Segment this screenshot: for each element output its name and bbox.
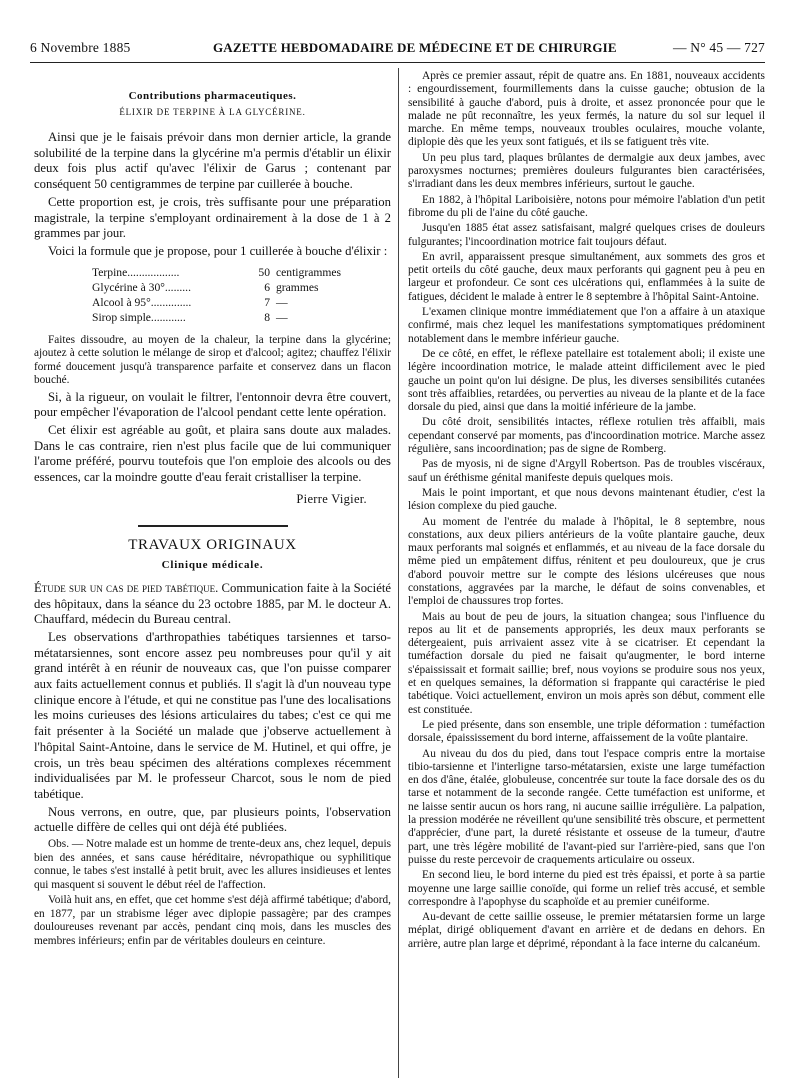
paragraph: En second lieu, le bord interne du pied est très épaissi, et porte à sa partie moyenne une large saillie conoïde, qui forme un relief très accusé, et semble correspondre à l'apophyse du scaphoïde et au premier cunéiforme.: [408, 869, 765, 908]
header-rule: [30, 62, 765, 63]
ingredient: Glycérine à 30°.........: [92, 280, 191, 294]
elixir-heading: ÉLIXIR DE TERPINE À LA GLYCÉRINE.: [119, 107, 306, 117]
formula-row: [92, 311, 366, 326]
paragraph: Au-devant de cette saillie osseuse, le premier métatarsien forme un large méplat, dirigé obliquement d'avant en arrière et de dedans en dehors. En arrière, autre plan large et déprimé, répondant à la face interne du calcanéum.: [408, 911, 765, 950]
unit: grammes: [276, 280, 319, 294]
paragraph: Jusqu'en 1885 état assez satisfaisant, malgré quelques crises de douleurs fulgurantes; l'incoordination motrice fait toujours défaut.: [408, 222, 765, 248]
unit: centigrammes: [276, 265, 342, 279]
paragraph: Si, à la rigueur, on voulait le filtrer, l'entonnoir devra être couvert, pour empêcher l'évaporation de l'alcool pendant cette lente opération.: [34, 389, 391, 420]
formula-row: [92, 266, 366, 281]
paragraph: Faites dissoudre, au moyen de la chaleur, la terpine dans la glycérine; ajoutez à cette solution le mélange de sirop et d'alcool; agitez; chauffez l'élixir formé doucement jusqu'à transparence parfaite et conservez dans un flacon bouché.: [34, 333, 391, 387]
paragraph: Après ce premier assaut, répit de quatre ans. En 1881, nouveaux accidents : engourdissement, fourmillements dans la cuisse gauche; obtusion de la sensibilité à gauche d'abord, puis à droite, et assez prononcée pour que le malade ne pût reconnaître, les yeux fermés, la nature du sol sur lequel il marche. En même temps, nouveaux troubles oculaires, mouche volante, diplopie dès que les yeux sont fatigués, et ils se fatiguent très vite.: [408, 70, 765, 149]
formula-row: [92, 281, 366, 296]
contrib-heading: Contributions pharmaceutiques.: [128, 90, 297, 102]
quantity: 7: [264, 295, 270, 309]
formula-row: [92, 296, 366, 311]
right-column: [408, 70, 765, 953]
observation-paragraph: Obs. — Notre malade est un homme de trente-deux ans, chez lequel, depuis bien des années, et sans cause héréditaire, névropathique ou syphilitique connue, le tabes s'est installé à petit bruit, avec les allures insidieuses et lentes qui masquent si souvent le début réel de l'affection.: [34, 838, 391, 891]
ingredient: Sirop simple............: [92, 310, 186, 324]
study-title: [34, 581, 391, 628]
paragraph: Un peu plus tard, plaques brûlantes de dermalgie aux deux jambes, avec paroxysmes nocturnes; premières douleurs fulgurantes bien caractérisées, s'irradiant dans les deux membres inférieurs, surtout le gauche.: [408, 151, 765, 191]
quantity: 6: [264, 280, 270, 294]
author-signature: Pierre Vigier.: [296, 491, 367, 506]
ingredient: Alcool à 95°..............: [92, 295, 192, 309]
formula-table: [92, 266, 366, 326]
quantity: 50: [258, 265, 270, 279]
unit: —: [276, 310, 288, 324]
column-rule: [398, 68, 399, 1078]
observation-paragraph: Voilà huit ans, en effet, que cet homme s'est déjà affirmé tabétique; d'abord, en 1877, par un strabisme léger avec diplopie passagère; par des crampes douloureuses revenant par accès, pendant cinq mois, dans les muscles des membres inférieurs; enfin par de véritables douleurs en ceinture.: [34, 894, 391, 947]
paragraph: Au niveau du dos du pied, dans tout l'espace compris entre la mortaise tibio-tarsienne et l'interligne tarso-métatarsien, existe une large tuméfaction en dos d'âne, étalée, globuleuse, concentrée sur toute la face dorsale des os du tarse et notamment de la seconde rangée. Cette tuméfaction est uniforme, et ne laisse sentir aucun os hors rang, ni aucune saillie irrégulière. La palpation, la pression modérée ne réveillent qu'une sensibilité très obscure, et permettent d'apprécier, d'une part, la dureté résistante et osseuse de la tumeur, d'autre part, une très légère mobilité de l'avant-pied sur l'arrière-pied, sans que l'on puisse du reste percevoir de craquements articulaire ou osseux.: [408, 747, 765, 866]
paragraph: En 1882, à l'hôpital Lariboisière, notons pour mémoire l'ablation d'un petit fibrome du pli de l'aine du côté gauche.: [408, 193, 765, 219]
study-rest: Communication faite à la Société des hôpitaux, dans la séance du 23 octobre 1885, par M. le docteur A. Chauffard, médecin du Bureau central.: [34, 580, 391, 627]
issue-date: 6 Novembre 1885: [30, 40, 131, 55]
paragraph: Le pied présente, dans son ensemble, une triple déformation : tuméfaction dorsale, épaississement du bord interne, affaissement de la voûte plantaire.: [408, 718, 765, 745]
study-lead: Étude sur un cas de pied tabétique.: [34, 580, 219, 595]
journal-title: GAZETTE HEBDOMADAIRE DE MÉDECINE ET DE CHIRURGIE: [213, 40, 617, 55]
section-subtitle: Clinique médicale.: [161, 558, 264, 571]
paragraph: Du côté droit, sensibilités intactes, réflexe rotulien très affaibli, mais cependant conservé par moments, pas d'incoordination motrice. Marche assez régulière, sans incoordination; pas de signe de Romberg.: [408, 416, 765, 456]
paragraph: Ainsi que je le faisais prévoir dans mon dernier article, la grande solubilité de la terpine dans la glycérine m'a permis d'établir un élixir deux fois plus actif qu'avec l'élixir de Garus ; contenant par conséquent 50 centigrammes de terpine par cuillerée à bouche.: [34, 130, 391, 192]
left-column: [34, 70, 391, 950]
section-divider: [138, 525, 288, 527]
paragraph: Voici la formule que je propose, pour 1 cuillerée à bouche d'élixir :: [48, 243, 388, 258]
issue-page-number: — N° 45 — 727: [673, 40, 765, 55]
paragraph: Au moment de l'entrée du malade à l'hôpital, le 8 septembre, nous constations, aux deux piliers antérieurs de la voûte plantaire gauche, deux maux perforants mal soignés et enflammés, et au niveau de la face dorsale du même pied un empâtement diffus, rénitent et peu douloureux, que je crus d'abord pouvoir mettre sur le compte des lésions ulcéreuses que nous constations, aggravées par la marche, le défaut de soins convenables, et l'emploi de chaussures trop fortes.: [408, 515, 765, 608]
paragraph: Cet élixir est agréable au goût, et plaira sans doute aux malades. Dans le cas contraire, rien n'est plus facile que de lui communiquer l'arome préféré, pourvu toutefois que l'on emploie des alcools ou des essences, car la moindre goutte d'eau ferait cristalliser la terpine.: [34, 423, 391, 485]
paragraph: Mais le point important, et que nous devons maintenant étudier, c'est la lésion complexe du pied gauche.: [408, 486, 765, 513]
paragraph: De ce côté, en effet, le réflexe patellaire est totalement aboli; il existe une légère incoordination motrice, le malade atteint difficilement avec le pied gauche un point qu'on lui désigne. De plus, les diverses sensibilités cutanées sont très affaiblies, retardées, ou perverties au niveau de la plante et de la face dorsale du pied, ainsi que dans la moitié inférieure de la jambe.: [408, 347, 765, 414]
paragraph: Mais au bout de peu de jours, la situation changea; sous l'influence du repos au lit et de pansements appropriés, les deux maux perforants se détergeaient, puis arrivaient assez vite à se cicatriser. Et cependant la tuméfaction dorsale du pied ne faisait qu'augmenter, le bord interne s'épaississait et formait saillie; bref, nous voyions se produire sous nos yeux, et en quelques semaines, la déformation si frappante qui caractérise le pied tabétique. Voici actuellement, environ un mois après son début, comment elle est constituée.: [408, 610, 765, 716]
section-title: TRAVAUX ORIGINAUX: [128, 536, 297, 553]
paragraph: Nous verrons, en outre, que, par plusieurs points, l'observation actuelle diffère de celles qui ont déjà été publiées.: [34, 804, 391, 835]
ingredient: Terpine..................: [92, 265, 180, 279]
paragraph: En avril, apparaissent presque simultanément, aux sommets des gros et petit orteils du côté gauche, deux maux perforants qui gagnent peu à peu en largeur et profondeur. Ce sont ces ulcérations qui, enflammées à la suite de fatigues, décident le malade à entrer le 8 septembre à l'hôpital Saint-Antoine.: [408, 250, 765, 303]
unit: —: [276, 295, 288, 309]
quantity: 8: [264, 310, 270, 324]
paragraph: Les observations d'arthropathies tabétiques tarsiennes et tarso-métatarsiennes, sont encore assez peu nombreuses pour qu'il y ait grand intérêt à en réunir de nouveaux cas, que l'on puisse comparer aux faits actuellement connus et publiés. Il s'agit là d'un nouveau type clinique encore à l'étude, et qui ne constitue pas l'une des localisations les moins curieuses des lésions articulaires du tabes; c'est ce qui me fait présenter à la Société un malade que j'observe actuellement à l'hôpital Saint-Antoine, dans le service de M. Hutinel, et qui offre, je crois, un très beau spécimen des altérations complexes récemment individualisées par M. le professeur Charcot, sous le nom de pied tabétique.: [34, 629, 391, 801]
paragraph: Pas de myosis, ni de signe d'Argyll Robertson. Pas de troubles viscéraux, sauf un éréthisme génital manifeste depuis quelques mois.: [408, 458, 765, 484]
paragraph: L'examen clinique montre immédiatement que l'on a affaire à un ataxique confirmé, mais chez lequel les manifestations symptomatiques prédominent notablement dans le membre inférieur gauche.: [408, 306, 765, 345]
paragraph: Cette proportion est, je crois, très suffisante pour une préparation magistrale, la terpine s'employant ordinairement à la dose de 1 à 2 grammes par jour.: [34, 194, 391, 241]
page-header: [30, 36, 765, 58]
